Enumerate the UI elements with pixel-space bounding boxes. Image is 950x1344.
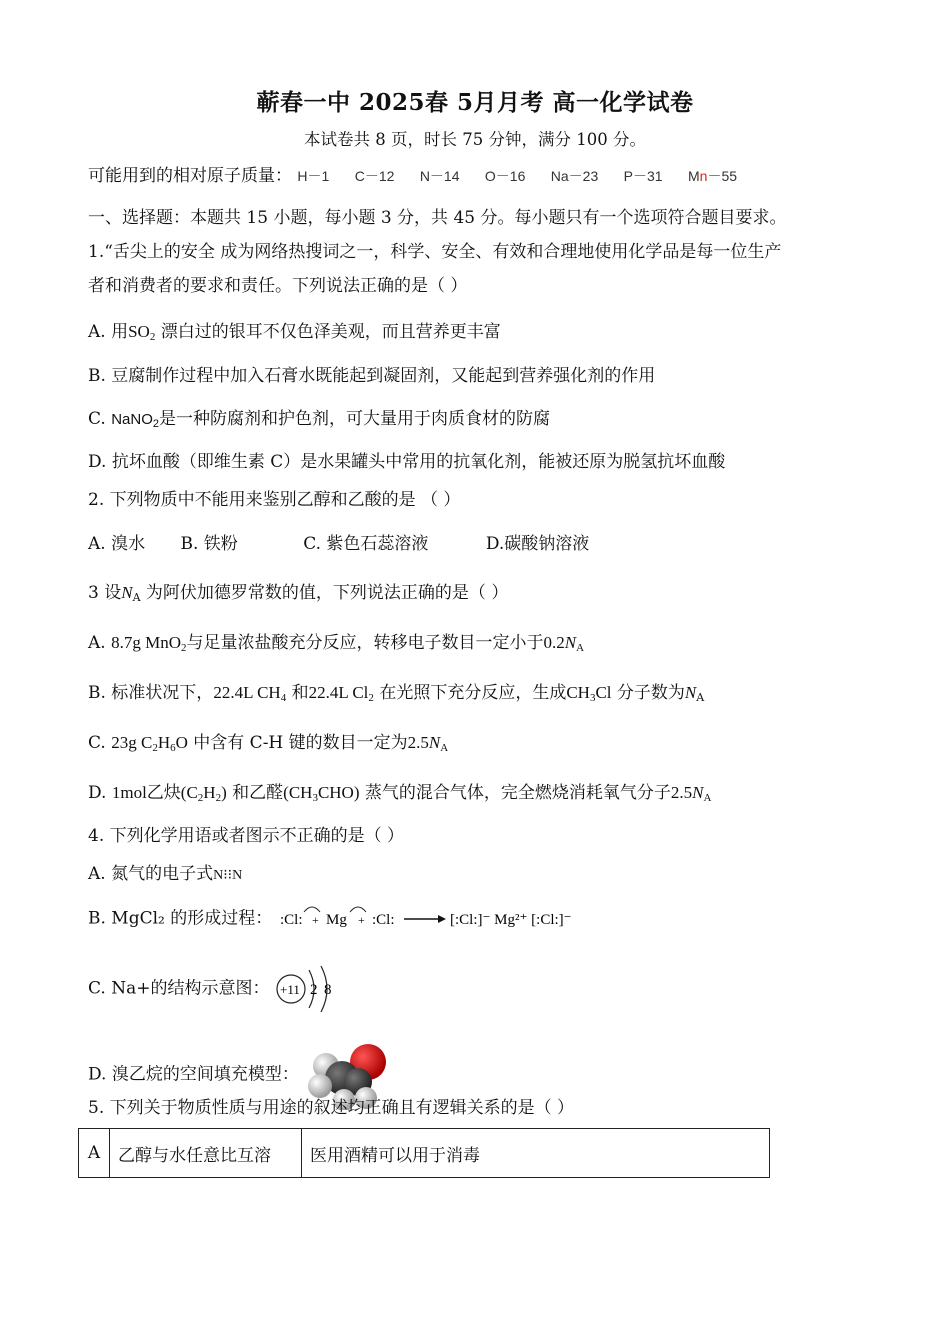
svg-text:+11: +11	[279, 982, 300, 997]
q4-option-b: B. MgCl₂ 的形成过程： :Cl: + Mg + :Cl: [:Cl:]⁻ Mg²⁺ [:Cl:]⁻	[88, 904, 608, 934]
q1-option-d: D. 抗坏血酸（即维生素 C）是水果罐头中常用的抗氧化剂，能被还原为脱氢抗坏血酸	[88, 452, 726, 472]
atomic-mass-p: P－31	[623, 168, 663, 184]
svg-text::Cl:: :Cl:	[279, 912, 303, 928]
svg-text::Cl:: :Cl:	[371, 912, 395, 928]
atomic-mass-h: H－1	[297, 168, 330, 184]
q3-option-a: A. 8.7g MnO$_2$与足量浓盐酸充分反应，转移电子数目一定小于$0.2N_A$	[88, 633, 585, 654]
atomic-mass-mn: Mn－55	[687, 168, 738, 184]
svg-text:Mg: Mg	[325, 912, 347, 928]
table-cell-use: 医用酒精可以用于消毒	[302, 1129, 770, 1178]
q3-stem: 3 设$N_A$ 为阿伏加德罗常数的值，下列说法正确的是（ ）	[88, 583, 509, 604]
atomic-mass-line	[88, 164, 757, 188]
q1-option-b: B. 豆腐制作过程中加入石膏水既能起到凝固剂，又能起到营养强化剂的作用	[88, 366, 656, 386]
symbol-na: N	[121, 583, 133, 602]
exam-info: 本试卷共 8 页，时长 75 分钟，满分 100 分。	[304, 130, 646, 149]
q5-options-table	[78, 1128, 770, 1178]
q2-options	[88, 532, 589, 556]
svg-text:8: 8	[323, 982, 332, 998]
svg-text:[:Cl:]⁻ Mg²⁺ [:Cl:]⁻: [:Cl:]⁻ Mg²⁺ [:Cl:]⁻	[449, 912, 572, 928]
page-title: 蕲春一中 2025春 5月月考 高一化学试卷	[256, 89, 694, 116]
formula-nano2: NaNO$_2$	[111, 411, 160, 430]
q1-stem-line2: 者和消费者的要求和责任。下列说法正确的是（ ）	[88, 276, 468, 296]
section-heading: 一、选择题：本题共 15 小题，每小题 3 分，共 45 分。每小题只有一个选项符合题目要求。	[88, 208, 787, 228]
atomic-mass-label: 可能用到的相对原子质量：	[88, 166, 292, 186]
q3-option-d: D. 1mol乙炔$(C_2H_2)$ 和乙醛$(CH_3CHO)$ 蒸气的混合气体，完全燃烧消耗氧气分子$2.5N_A$	[88, 783, 712, 804]
q2-option-a: A. 溴水	[88, 534, 146, 554]
atomic-mass-n: N－14	[419, 168, 460, 184]
table-cell-property: 乙醇与水任意比互溶	[110, 1129, 302, 1178]
q2-option-c: C. 紫色石蕊溶液	[303, 534, 429, 554]
q3-option-b: B. 标准状况下，22.4L $CH_4$ 和22.4L $Cl_2$ 在光照下充分反应，生成$CH_3Cl$ 分子数为$N_A$	[88, 683, 705, 704]
q3-option-c: C. 23g $C_2H_6O$ 中含有 C-H 键的数目一定为$2.5N_A$	[88, 733, 449, 754]
mgcl2-formation-diagram	[278, 904, 608, 934]
q4-option-d: D. 溴乙烷的空间填充模型：	[88, 1040, 394, 1110]
table-cell-option: A	[79, 1129, 110, 1178]
q2-option-b: B. 铁粉	[180, 534, 238, 554]
q5-stem: 5. 下列关于物质性质与用途的叙述均正确且有逻辑关系的是（ ）	[88, 1098, 575, 1118]
n2-electron-formula: N⁝⁝N	[213, 868, 243, 883]
svg-text:+: +	[311, 913, 319, 927]
q1-option-a: A. 用$SO_2$ 漂白过的银耳不仅色泽美观，而且营养更丰富	[88, 322, 501, 343]
q2-stem: 2. 下列物质中不能用来鉴别乙醇和乙酸的是 （ ）	[88, 490, 461, 510]
atomic-mass-c: C－12	[354, 168, 395, 184]
na-ion-structure-diagram	[275, 964, 345, 1014]
q1-option-c: C. NaNO$_2$是一种防腐剂和护色剂，可大量用于肉质食材的防腐	[88, 409, 551, 430]
q4-option-a: A. 氮气的电子式N⁝⁝N	[88, 864, 243, 884]
atomic-mass-o: O－16	[484, 168, 526, 184]
q1-stem-line1: 1.“舌尖上的安全 成为网络热搜词之一，科学、安全、有效和合理地使用化学品是每一位生产	[88, 242, 782, 262]
formula-so2: $SO_2$	[128, 322, 156, 343]
svg-text:2: 2	[309, 982, 318, 998]
table-row	[79, 1129, 770, 1178]
svg-text:+: +	[357, 913, 365, 927]
q4-stem: 4. 下列化学用语或者图示不正确的是（ ）	[88, 826, 405, 846]
q4-option-c: C. Na+的结构示意图： +11 2 8	[88, 964, 345, 1014]
atomic-mass-na: Na－23	[550, 168, 599, 184]
q2-option-d: D.碳酸钠溶液	[485, 534, 590, 554]
